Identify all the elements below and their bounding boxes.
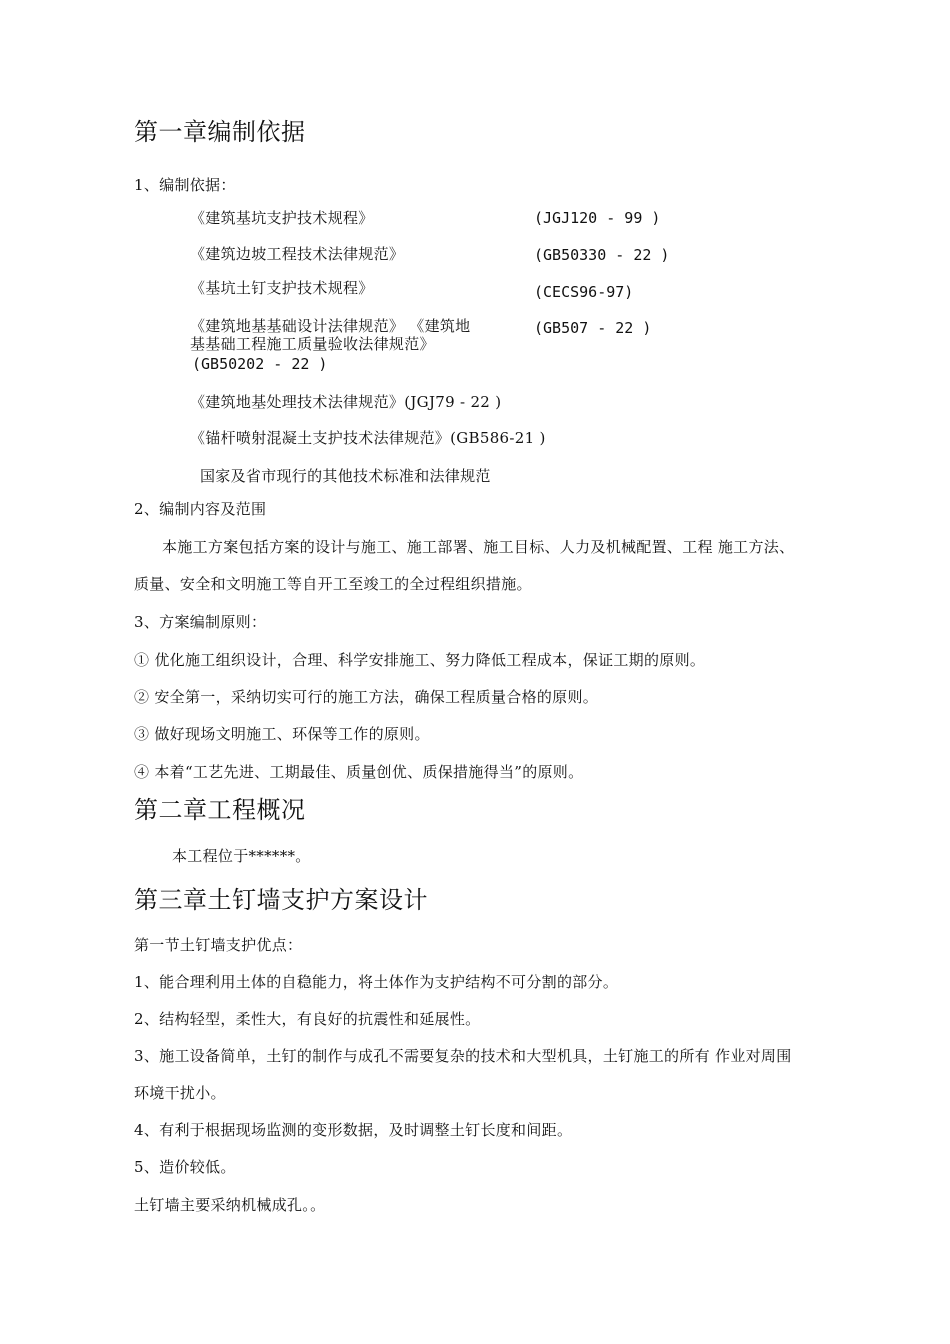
list-item: 环境干扰小。 — [134, 1084, 226, 1102]
paragraph-line: 质量、安全和文明施工等自开工至竣工的全过程组织措施。 — [134, 575, 532, 593]
reference-code: (GB507 - 22 ) — [534, 319, 652, 337]
reference-code: (GB50330 - 22 ) — [534, 246, 670, 264]
paragraph-line: 土钉墙主要采纳机械成孔。。 — [134, 1196, 326, 1214]
principle-item: ③ 做好现场文明施工、环保等工作的原则。 — [134, 725, 430, 743]
principle-item: ④ 本着“工艺先进、工期最佳、质量创优、质保措施得当”的原则。 — [134, 763, 584, 781]
principle-item: ② 安全第一，采纳切实可行的施工方法，确保工程质量合格的原则。 — [134, 688, 599, 706]
reference-code: (JGJ120 - 99 ) — [534, 209, 661, 227]
reference-name: 《建筑地基处理技术法律规范》(JGJ79 - 22 ) — [190, 393, 502, 411]
reference-code: (GB50202 - 22 ) — [192, 355, 328, 373]
reference-name: 《建筑基坑支护技术规程》 — [190, 209, 374, 227]
principle-item: ① 优化施工组织设计，合理、科学安排施工、努力降低工程成本，保证工期的原则。 — [134, 651, 706, 669]
reference-name: 基基础工程施工质量验收法律规范》 — [190, 335, 435, 353]
list-item: 5、造价较低。 — [134, 1158, 236, 1176]
list-item: 4、有利于根据现场监测的变形数据，及时调整土钉长度和间距。 — [134, 1121, 573, 1139]
reference-name: 《锚杆喷射混凝土支护技术法律规范》(GB586-21 ) — [190, 429, 546, 447]
list-item: 3、施工设备简单，土钉的制作与成孔不需要复杂的技术和大型机具，土钉施工的所有 作业对周围 — [134, 1047, 792, 1065]
chapter1-title: 第一章编制依据 — [134, 118, 306, 146]
section-label: 第一节土钉墙支护优点： — [134, 936, 303, 954]
reference-note: 国家及省市现行的其他技术标准和法律规范 — [200, 467, 491, 485]
chapter2-title: 第二章工程概况 — [134, 796, 306, 824]
list-item: 1、能合理利用土体的自稳能力，将土体作为支护结构不可分割的部分。 — [134, 973, 619, 991]
reference-code: (CECS96-97) — [534, 283, 634, 301]
chapter3-title: 第三章土钉墙支护方案设计 — [134, 886, 428, 914]
reference-name: 《基坑土钉支护技术规程》 — [190, 279, 374, 297]
section-label: 2、编制内容及范围 — [134, 500, 267, 518]
section-label: 3、方案编制原则： — [134, 613, 267, 631]
section-label: 1、编制依据： — [134, 176, 236, 194]
reference-name: 《建筑地基基础设计法律规范》 《建筑地 — [190, 317, 471, 335]
paragraph-line: 本工程位于******。 — [172, 847, 311, 865]
reference-name: 《建筑边坡工程技术法律规范》 — [190, 245, 405, 263]
list-item: 2、结构轻型，柔性大，有良好的抗震性和延展性。 — [134, 1010, 481, 1028]
paragraph-line: 本施工方案包括方案的设计与施工、施工部署、施工目标、人力及机械配置、工程 施工方法、 — [162, 538, 795, 556]
